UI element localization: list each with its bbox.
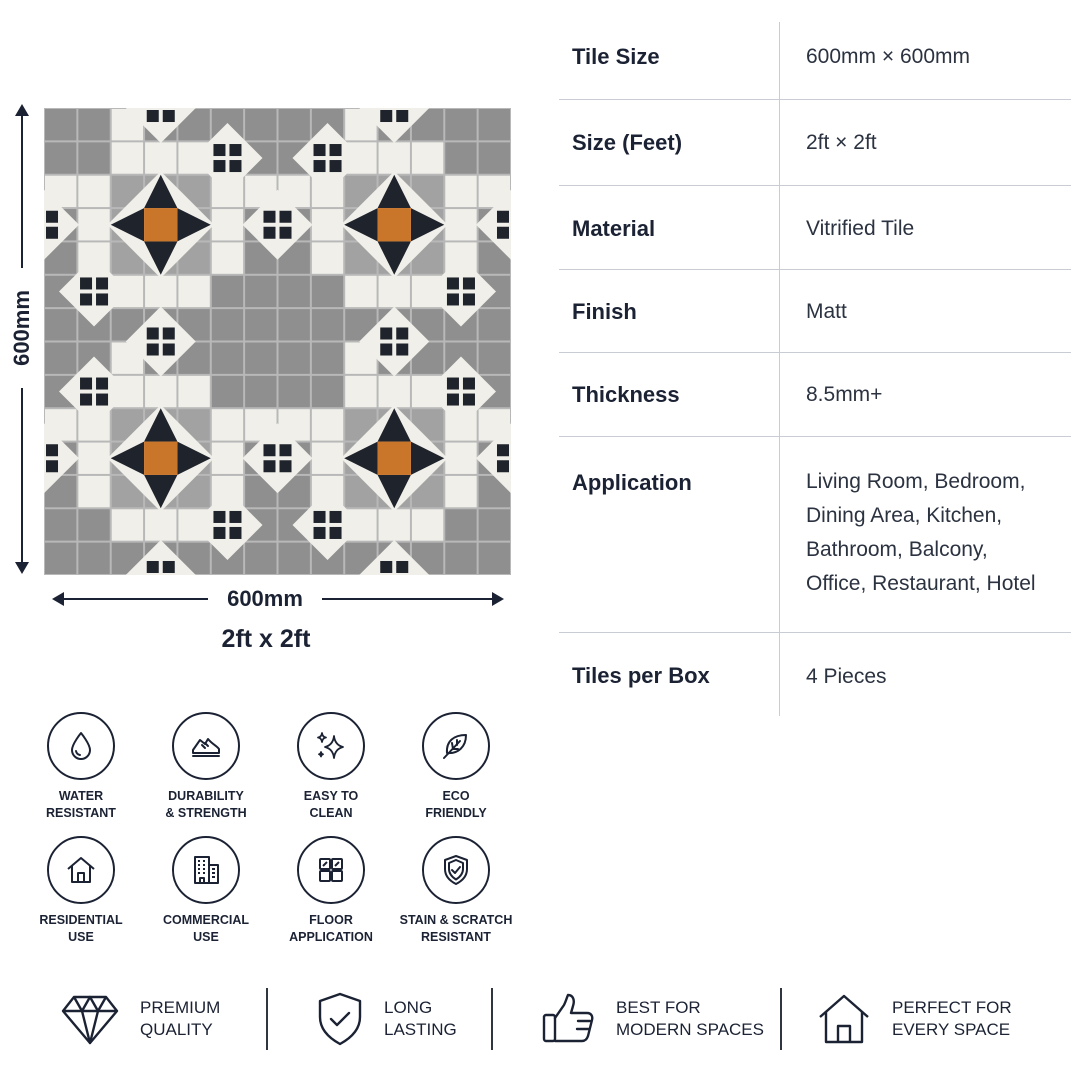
diamond-square: [330, 144, 342, 156]
diamond-square: [147, 110, 159, 122]
diamond-square: [380, 110, 392, 122]
feature-label: ECO FRIENDLY: [425, 789, 487, 820]
arrow-down-icon: [15, 562, 29, 574]
diamond-square: [330, 527, 342, 539]
shield-check-icon: [316, 991, 364, 1047]
diamond-square: [46, 211, 58, 223]
tile-cell: [345, 276, 376, 307]
tile-cell: [479, 309, 510, 340]
diamond-square: [163, 344, 175, 356]
diamond-square: [447, 277, 459, 289]
tile-cell: [78, 476, 109, 507]
diamond-square: [263, 444, 275, 456]
tile-cell: [379, 276, 410, 307]
diamond-square: [396, 110, 408, 122]
water-drop-icon: [63, 728, 99, 764]
tile-cell: [379, 509, 410, 540]
benefit-every-space: [816, 988, 1012, 1050]
house-icon: [816, 991, 872, 1047]
feature-label: WATER RESISTANT: [46, 789, 116, 820]
tile-cell: [78, 509, 109, 540]
benefit-text: BEST FOR MODERN SPACES: [616, 998, 764, 1039]
feature-durability: [141, 712, 271, 822]
star-center: [378, 442, 411, 475]
diamond-square: [314, 160, 326, 172]
tile-cell: [245, 376, 276, 407]
tile-cell: [78, 443, 109, 474]
tile-cell: [279, 376, 310, 407]
diamond-square: [497, 227, 509, 239]
star-center: [378, 208, 411, 241]
arrow-right-icon: [492, 592, 504, 606]
diamond-square: [229, 144, 241, 156]
tile-cell: [479, 543, 510, 574]
spec-row-size-feet: [559, 100, 1071, 186]
tile-cell: [212, 242, 243, 273]
diamond-square: [280, 460, 292, 472]
feature-easy-to-clean: [266, 712, 396, 822]
tile-cell: [312, 376, 343, 407]
diamond-square: [330, 511, 342, 523]
diamond-square: [447, 378, 459, 390]
tile-cell: [445, 443, 476, 474]
diamond-square: [163, 110, 175, 122]
spec-label: Size (Feet): [572, 130, 683, 155]
tile-cell: [479, 343, 510, 374]
spec-value: Matt: [806, 300, 847, 323]
width-dimension-line-left: [60, 598, 208, 600]
tile-cell: [279, 343, 310, 374]
feature-water-resistant: [16, 712, 146, 822]
tile-cell: [312, 343, 343, 374]
tile-cell: [279, 543, 310, 574]
diamond-square: [463, 394, 475, 406]
tile-cell: [479, 509, 510, 540]
diamond-square: [497, 460, 509, 472]
tile-cell: [445, 209, 476, 240]
tile-cell: [178, 276, 209, 307]
diamond-square: [263, 227, 275, 239]
tile-cell: [145, 509, 176, 540]
tile-cell: [212, 276, 243, 307]
feature-label: FLOOR APPLICATION: [289, 913, 373, 944]
shield-check-icon: [438, 852, 474, 888]
tile-cell: [312, 209, 343, 240]
tile-cell: [212, 309, 243, 340]
tile-cell: [245, 109, 276, 140]
diamond-square: [96, 293, 108, 305]
tile-cell: [279, 309, 310, 340]
benefit-premium-quality: [60, 988, 220, 1050]
tile-cell: [379, 376, 410, 407]
diamond-square: [147, 327, 159, 339]
diamond-square: [280, 211, 292, 223]
feature-commercial-use: [141, 836, 271, 946]
star-center: [144, 442, 177, 475]
tile-cell: [78, 209, 109, 240]
tile-cell: [112, 142, 143, 173]
tile-cell: [212, 409, 243, 440]
spec-label: Application: [572, 470, 692, 495]
feature-label: DURABILITY & STRENGTH: [165, 789, 247, 820]
spec-label: Material: [572, 216, 656, 241]
tile-cell: [45, 543, 76, 574]
width-dimension-label: 600mm: [227, 586, 303, 611]
diamond-square: [447, 293, 459, 305]
spec-label: Finish: [572, 299, 637, 324]
height-dimension-label: 600mm: [9, 268, 35, 388]
tile-cell: [445, 509, 476, 540]
feature-stain-scratch-resistant: [391, 836, 521, 946]
tile-cell: [45, 109, 76, 140]
tile-cell: [479, 109, 510, 140]
diamond-square: [213, 144, 225, 156]
diamond-square: [314, 527, 326, 539]
diamond-square: [497, 211, 509, 223]
tile-cell: [45, 343, 76, 374]
benefit-long-lasting: [316, 988, 457, 1050]
floor-tiles-icon: [313, 852, 349, 888]
spec-value: 600mm × 600mm: [806, 45, 970, 68]
feature-label: COMMERCIAL USE: [162, 913, 250, 944]
shoe-icon: [188, 728, 224, 764]
benefit-text: PERFECT FOR EVERY SPACE: [892, 998, 1012, 1039]
diamond-square: [213, 527, 225, 539]
spec-row-application: [559, 437, 1071, 633]
diamond-square: [497, 444, 509, 456]
diamond-square: [213, 160, 225, 172]
building-icon: [188, 852, 224, 888]
diamond-square: [213, 511, 225, 523]
diamond-square: [80, 277, 92, 289]
spec-row-finish: [559, 270, 1071, 353]
house-icon: [63, 852, 99, 888]
diamond-square: [463, 293, 475, 305]
tile-cell: [78, 142, 109, 173]
diamond-square: [229, 160, 241, 172]
tile-cell: [279, 109, 310, 140]
benefit-text: LONG LASTING: [384, 998, 457, 1039]
diamond-square: [280, 227, 292, 239]
diamond-square: [80, 394, 92, 406]
feature-residential-use: [16, 836, 146, 946]
tile-cell: [412, 142, 443, 173]
spec-row-tile-size: [559, 22, 1071, 100]
feature-eco-friendly: [391, 712, 521, 822]
tile-cell: [112, 509, 143, 540]
diamond-square: [46, 444, 58, 456]
tile-cell: [145, 276, 176, 307]
feature-label: STAIN & SCRATCH RESISTANT: [399, 913, 513, 944]
tile-cell: [78, 176, 109, 207]
diamond-square: [263, 460, 275, 472]
thumbs-up-icon: [540, 991, 596, 1047]
tile-cell: [445, 176, 476, 207]
diamond-square: [380, 344, 392, 356]
diamond-icon: [60, 991, 120, 1047]
diamond-square: [396, 344, 408, 356]
tile-cell: [245, 276, 276, 307]
diamond-square: [380, 327, 392, 339]
leaf-icon: [438, 728, 474, 764]
tile-cell: [212, 209, 243, 240]
spec-label: Thickness: [572, 382, 680, 407]
tile-cell: [445, 476, 476, 507]
tile-cell: [312, 443, 343, 474]
tile-cell: [279, 276, 310, 307]
width-dimension-line-right: [322, 598, 494, 600]
spec-value: 4 Pieces: [806, 665, 887, 688]
spec-row-tiles-per-box: [559, 633, 1071, 717]
arrow-up-icon: [15, 104, 29, 116]
spec-label: Tiles per Box: [572, 663, 710, 688]
tile-cell: [78, 109, 109, 140]
diamond-square: [80, 293, 92, 305]
spec-value: 2ft × 2ft: [806, 131, 877, 154]
tile-cell: [212, 343, 243, 374]
strip-divider: [266, 988, 268, 1050]
diamond-square: [163, 327, 175, 339]
tile-cell: [45, 309, 76, 340]
diamond-square: [330, 160, 342, 172]
feature-floor-application: [266, 836, 396, 946]
spec-value: 8.5mm+: [806, 383, 883, 406]
tile-cell: [312, 409, 343, 440]
diamond-square: [263, 211, 275, 223]
star-center: [144, 208, 177, 241]
feature-label: RESIDENTIAL USE: [39, 913, 123, 944]
diamond-square: [396, 327, 408, 339]
diamond-square: [380, 561, 392, 573]
tile-cell: [312, 276, 343, 307]
diamond-square: [314, 511, 326, 523]
spec-label: Tile Size: [572, 44, 660, 69]
diamond-square: [96, 394, 108, 406]
diamond-square: [447, 394, 459, 406]
strip-divider: [780, 988, 782, 1050]
tile-cell: [245, 309, 276, 340]
size-caption: 2ft x 2ft: [221, 625, 311, 653]
tile-cell: [178, 376, 209, 407]
strip-divider: [491, 988, 493, 1050]
tile-cell: [479, 142, 510, 173]
tile-pattern-preview: [44, 108, 511, 575]
diamond-square: [96, 277, 108, 289]
diamond-square: [463, 277, 475, 289]
diamond-square: [80, 378, 92, 390]
tile-cell: [445, 543, 476, 574]
diamond-square: [46, 460, 58, 472]
spec-value: Living Room, Bedroom, Dining Area, Kitchen, Bathroom, Balcony, Office, Restaurant, Hotel: [806, 470, 1036, 595]
diamond-square: [314, 144, 326, 156]
diamond-square: [163, 561, 175, 573]
diamond-square: [229, 511, 241, 523]
spec-row-thickness: [559, 353, 1071, 437]
spec-row-material: [559, 186, 1071, 270]
tile-cell: [45, 142, 76, 173]
benefit-modern-spaces: [540, 988, 764, 1050]
diamond-square: [147, 561, 159, 573]
feature-label: EASY TO CLEAN: [303, 789, 359, 820]
diamond-square: [229, 527, 241, 539]
benefit-text: PREMIUM QUALITY: [140, 998, 221, 1039]
tile-cell: [45, 509, 76, 540]
diamond-square: [396, 561, 408, 573]
diamond-square: [463, 378, 475, 390]
tile-cell: [78, 543, 109, 574]
tile-cell: [412, 509, 443, 540]
diamond-square: [147, 344, 159, 356]
diamond-square: [46, 227, 58, 239]
arrow-left-icon: [52, 592, 64, 606]
tile-cell: [312, 242, 343, 273]
tile-cell: [212, 443, 243, 474]
tile-cell: [245, 343, 276, 374]
tile-cell: [245, 543, 276, 574]
tile-cell: [312, 309, 343, 340]
diamond-square: [280, 444, 292, 456]
sparkle-icon: [313, 728, 349, 764]
tile-cell: [145, 142, 176, 173]
diamond-square: [96, 378, 108, 390]
tile-cell: [145, 376, 176, 407]
tile-cell: [379, 142, 410, 173]
tile-cell: [345, 376, 376, 407]
tile-cell: [445, 142, 476, 173]
spec-value: Vitrified Tile: [806, 217, 915, 240]
tile-cell: [212, 376, 243, 407]
tile-cell: [445, 109, 476, 140]
